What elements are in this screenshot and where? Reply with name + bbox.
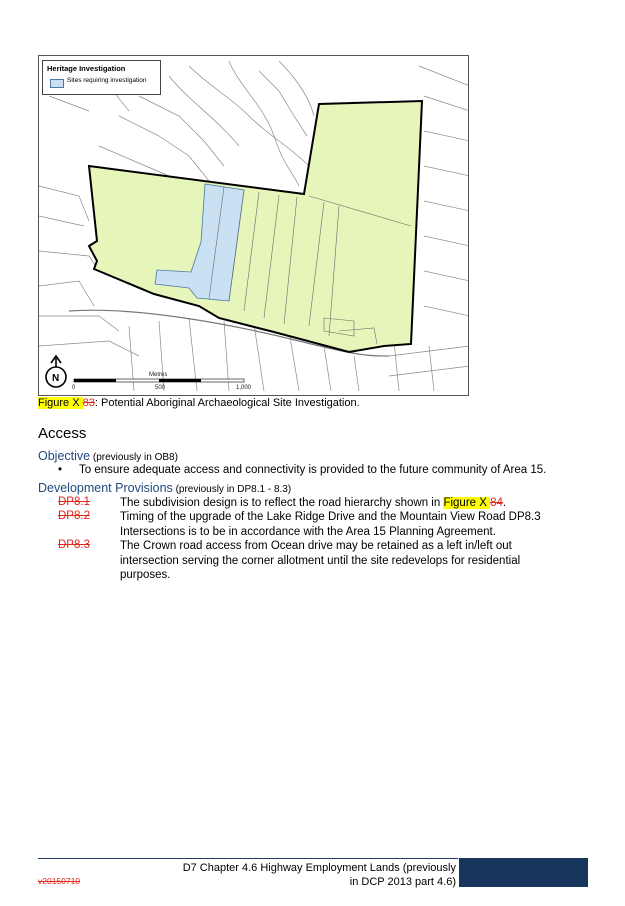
provisions-heading	[38, 479, 291, 497]
legend-title: Heritage Investigation	[47, 64, 126, 73]
provisions-label: Development Provisions	[38, 481, 173, 495]
north-arrow-icon	[51, 356, 61, 367]
objective-heading	[38, 447, 178, 465]
scale-unit-label: Metres	[149, 372, 168, 378]
provision-1-text-b: .	[502, 497, 507, 509]
map-drawing	[39, 56, 469, 396]
legend-swatch	[50, 79, 64, 88]
footer-block	[459, 858, 588, 887]
caption-old-number: 83	[82, 397, 95, 409]
north-label-text: N	[52, 373, 60, 384]
heritage-map	[38, 55, 469, 396]
provision-1-old-number: 84	[490, 497, 503, 509]
provisions-note: (previously in DP8.1 - 8.3)	[172, 484, 292, 495]
objective-label: Objective	[38, 449, 91, 463]
legend-item-label: Sites requiring investigation	[67, 77, 147, 84]
caption-figure-ref: Figure X	[38, 397, 83, 409]
scale-tick-1000: 1,000	[236, 385, 252, 391]
objective-note: (previously in OB8)	[90, 452, 178, 463]
footer-line-2: in DCP 2013 part 4.6)	[349, 876, 456, 888]
provision-text-1	[120, 496, 550, 511]
bullet-icon: •	[58, 464, 63, 476]
provision-code-1: DP8.1	[58, 496, 90, 508]
provision-1-text-a: The subdivision design is to reflect the road hierarchy shown in	[120, 497, 444, 509]
figure-caption	[38, 397, 360, 409]
footer-line-1: D7 Chapter 4.6 Highway Employment Lands (previously	[182, 862, 456, 874]
footer-title	[160, 861, 456, 889]
provision-1-figure-ref: Figure X	[443, 497, 491, 509]
scale-bar	[74, 379, 244, 382]
scale-tick-500: 500	[155, 385, 166, 391]
provision-text-2: Timing of the upgrade of the Lake Ridge Drive and the Mountain View Road DP8.3 Intersections is to be in accordance with the Area 15 Planning Agreement.	[120, 511, 541, 538]
objective-bullet-text: To ensure adequate access and connectivity is provided to the future community of Area 15.	[79, 464, 547, 476]
version-stamp: v20150710	[38, 876, 81, 886]
provision-text-3: The Crown road access from Ocean drive may be retained as a left in/left out intersection serving the corner allotment until the site redevelops for residential purposes.	[120, 540, 521, 581]
study-area	[89, 101, 422, 352]
map-legend	[42, 60, 161, 95]
provision-code-3: DP8.3	[58, 539, 90, 551]
provision-code-2: DP8.2	[58, 510, 90, 522]
scale-tick-0: 0	[72, 385, 76, 391]
caption-text: : Potential Aboriginal Archaeological Site Investigation.	[94, 397, 360, 409]
footer-rule	[38, 858, 458, 859]
section-title: Access	[38, 425, 87, 442]
